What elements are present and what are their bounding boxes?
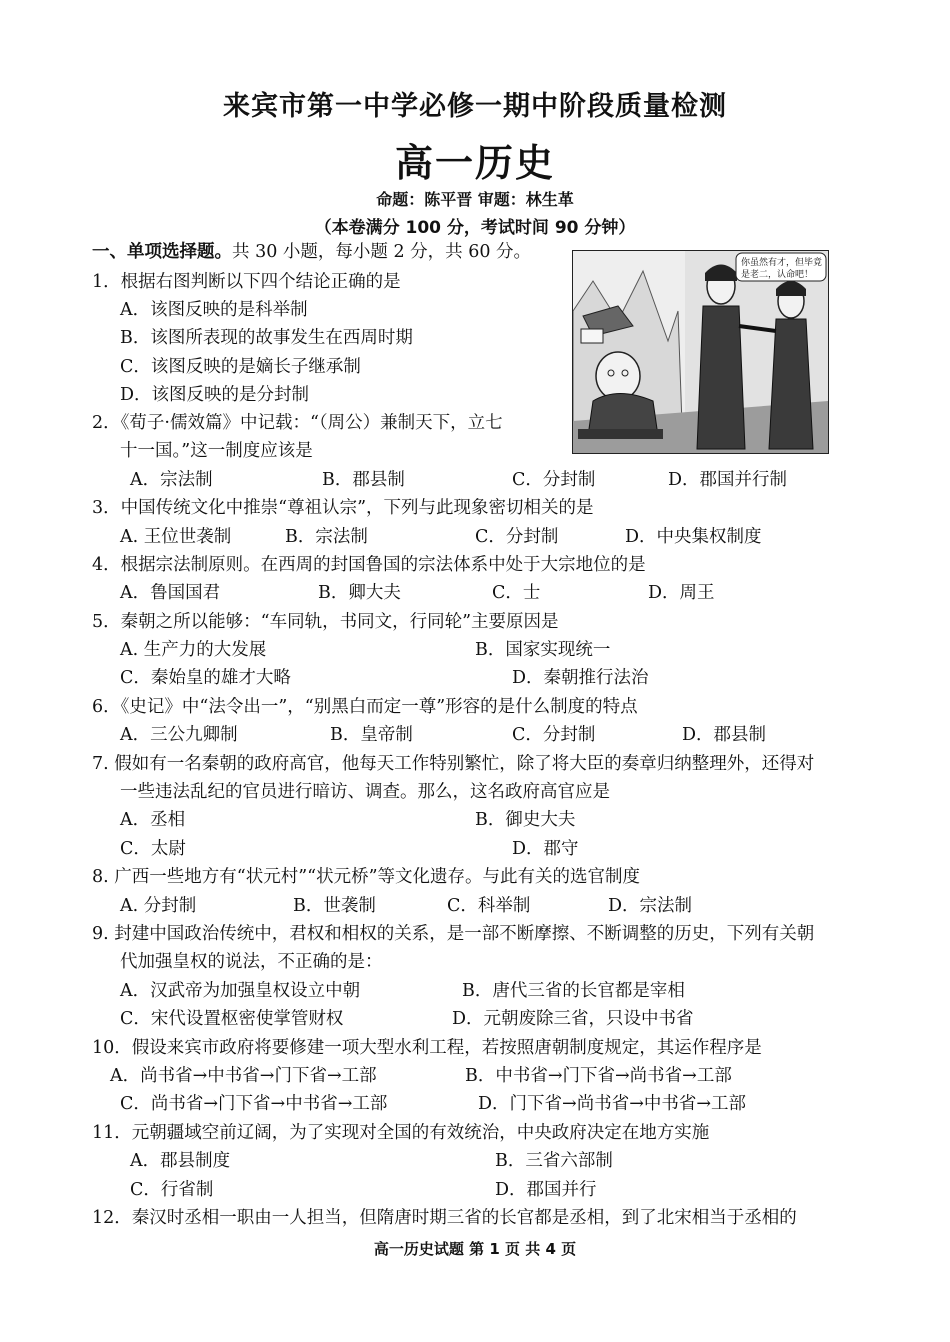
option-c: C．宋代设置枢密使掌管财权 bbox=[120, 1009, 344, 1029]
cartoon-image bbox=[572, 250, 829, 454]
option-c: C．分封制 bbox=[512, 725, 596, 745]
option-c: C．行省制 bbox=[130, 1180, 214, 1200]
question-stem: 9. 封建中国政治传统中，君权和相权的关系，是一部不断摩擦、不断调整的历史，下列有关朝 bbox=[92, 924, 815, 944]
option-a: A．丞相 bbox=[120, 810, 186, 830]
option-a: A. 王位世袭制 bbox=[120, 527, 232, 547]
page-footer: 高一历史试题 第 1 页 共 4 页 bbox=[373, 1240, 577, 1258]
question-stem: 7. 假如有一名秦朝的政府高官，他每天工作特别繁忙，除了将大臣的奏章归纳整理外，还得对 bbox=[92, 754, 815, 774]
option-a: A．郡县制度 bbox=[130, 1151, 231, 1171]
option-a: A．宗法制 bbox=[130, 470, 213, 490]
section-heading: 一、单项选择题。 bbox=[92, 242, 232, 262]
option-d: D．该图反映的是分封制 bbox=[120, 385, 310, 405]
option-d: D．郡国并行 bbox=[495, 1180, 597, 1200]
option-b: B．御史大夫 bbox=[475, 810, 576, 830]
authors-line: 命题：陈平晋 审题：林生革 bbox=[376, 190, 574, 209]
option-b: B．皇帝制 bbox=[330, 725, 413, 745]
option-b: B．世袭制 bbox=[293, 896, 376, 916]
question-stem-cont: 一些违法乱纪的官员进行暗访、调查。那么，这名政府高官应是 bbox=[120, 782, 610, 802]
cartoon-drawing bbox=[573, 251, 828, 453]
option-d: D．秦朝推行法治 bbox=[512, 668, 649, 688]
option-a: A．三公九卿制 bbox=[120, 725, 238, 745]
option-c: C．该图反映的是嫡长子继承制 bbox=[120, 357, 361, 377]
question-stem: 10．假设来宾市政府将要修建一项大型水利工程，若按照唐朝制度规定，其运作程序是 bbox=[92, 1038, 762, 1058]
option-a: A．汉武帝为加强皇权设立中朝 bbox=[120, 981, 361, 1001]
option-c: C．秦始皇的雄才大略 bbox=[120, 668, 291, 688]
option-c: C．太尉 bbox=[120, 839, 186, 859]
option-a: A. 生产力的大发展 bbox=[120, 640, 267, 660]
question-stem: 3．中国传统文化中推崇“尊祖认宗”，下列与此现象密切相关的是 bbox=[92, 498, 594, 518]
option-d: D．元朝废除三省，只设中书省 bbox=[452, 1009, 694, 1029]
section-desc: 共 30 小题，每小题 2 分，共 60 分。 bbox=[232, 242, 532, 262]
exam-info: （本卷满分 100 分，考试时间 90 分钟） bbox=[314, 218, 636, 238]
option-c: C．尚书省→门下省→中书省→工部 bbox=[120, 1094, 388, 1114]
option-d: D．周王 bbox=[648, 583, 715, 603]
question-stem: 5．秦朝之所以能够：“车同轨，书同文，行同轮”主要原因是 bbox=[92, 612, 559, 632]
option-c: C．分封制 bbox=[512, 470, 596, 490]
question-stem: 1．根据右图判断以下四个结论正确的是 bbox=[92, 272, 401, 292]
option-b: B．郡县制 bbox=[322, 470, 405, 490]
question-stem: 11．元朝疆域空前辽阔，为了实现对全国的有效统治，中央政府决定在地方实施 bbox=[92, 1123, 710, 1143]
option-b: B．三省六部制 bbox=[495, 1151, 613, 1171]
question-stem: 12．秦汉时丞相一职由一人担当，但隋唐时期三省的长官都是丞相，到了北宋相当于丞相的 bbox=[92, 1208, 797, 1228]
option-d: D．郡守 bbox=[512, 839, 579, 859]
speech-line-2: 是老二，认命吧！ bbox=[741, 270, 814, 280]
question-stem: 4．根据宗法制原则。在西周的封国鲁国的宗法体系中处于大宗地位的是 bbox=[92, 555, 646, 575]
option-c: C．分封制 bbox=[475, 527, 559, 547]
option-a: A．该图反映的是科举制 bbox=[120, 300, 308, 320]
option-a: A．鲁国国君 bbox=[120, 583, 221, 603]
subject-title: 高一历史 bbox=[394, 141, 555, 185]
option-d: D．中央集权制度 bbox=[625, 527, 762, 547]
question-stem-cont: 十一国。”这一制度应该是 bbox=[120, 441, 313, 461]
option-b: B．卿大夫 bbox=[318, 583, 401, 603]
question-stem: 2．《荀子·儒效篇》中记载：“（周公）兼制天下，立七 bbox=[92, 413, 503, 433]
option-a: A. 分封制 bbox=[120, 896, 197, 916]
option-b: B．中书省→门下省→尚书省→工部 bbox=[465, 1066, 732, 1086]
option-d: D．郡县制 bbox=[682, 725, 767, 745]
speech-line-1: 你虽然有才，但毕竟 bbox=[741, 258, 823, 268]
option-c: C．士 bbox=[492, 583, 541, 603]
section-heading-row bbox=[92, 241, 531, 263]
school-title: 来宾市第一中学必修一期中阶段质量检测 bbox=[223, 91, 727, 122]
question-stem-cont: 代加强皇权的说法，不正确的是： bbox=[120, 952, 383, 972]
question-stem: 8. 广西一些地方有“状元村”“状元桥”等文化遗存。与此有关的选官制度 bbox=[92, 867, 641, 887]
option-d: D．门下省→尚书省→中书省→工部 bbox=[478, 1094, 747, 1114]
option-b: B．唐代三省的长官都是宰相 bbox=[462, 981, 685, 1001]
option-b: B．国家实现统一 bbox=[475, 640, 611, 660]
option-b: B．该图所表现的故事发生在西周时期 bbox=[120, 328, 413, 348]
option-d: D．郡国并行制 bbox=[668, 470, 788, 490]
option-d: D．宗法制 bbox=[608, 896, 693, 916]
option-a: A．尚书省→中书省→门下省→工部 bbox=[110, 1066, 377, 1086]
question-stem: 6．《史记》中“法令出一”，“别黑白而定一尊”形容的是什么制度的特点 bbox=[92, 697, 638, 717]
option-c: C．科举制 bbox=[447, 896, 531, 916]
option-b: B．宗法制 bbox=[285, 527, 368, 547]
